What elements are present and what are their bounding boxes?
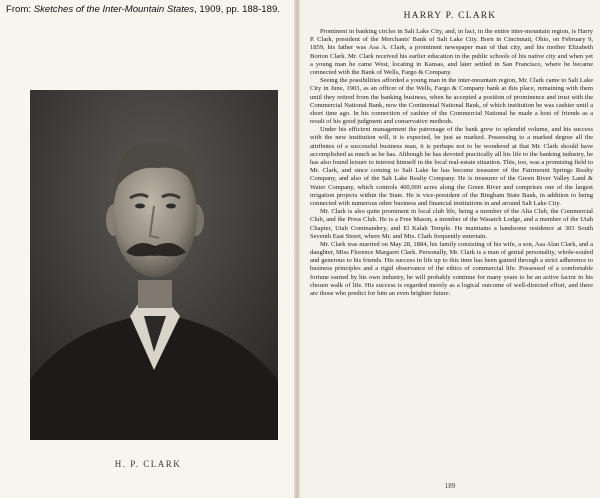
source-note — [6, 4, 291, 16]
biography-text — [310, 28, 593, 298]
source-prefix: From: — [6, 4, 34, 15]
paragraph: Mr. Clark is also quite prominent in local club life, being a member of the Alta Club, the Commercial Club, and the Press Club. He is a Free Mason, a member of the Wasatch Lodge, and a member of the Utah Chapter, Utah Commandery, and El Kalah Temple. He maintains a handsome residence at 303 South Seventh East Street, where Mr. and Mrs. Clark frequently entertain. — [310, 208, 593, 240]
paragraph: Mr. Clark was married on May 28, 1884, his family consisting of his wife, a son, Asa Alan Clark, and a daughter, Miss Florence Margaret Clark. Personally, Mr. Clark is a man of genial personality, whole-souled and generous to his friends. His success in life up to this time has been gained through a strict adherence to business principles and a rigid observance of the ethics of commercial life. Possessed of a comfortable fortune earned by his own industry, he will probably continue for many years to be an active factor in his chosen walk of life. His success is regarded merely as a logical outcome of well-directed effort, and there are those who predict for him an even brighter future. — [310, 240, 593, 297]
right-page — [300, 0, 600, 498]
paragraph: Prominent in banking circles in Salt Lake City, and, in fact, in the entire inter-mountain region, is Harry P. Clark, president of the Merchants' Bank of Salt Lake City. Born in Cincinnati, Ohio, on February 9, 1859, his father was Asa A. Clark, a prominent newspaper man of that city, and his mother Elizabeth Borton Clark. Mr. Clark received his earlier education in the public schools of his native city and when yet a young man he came West, locating in Kansas, and later settled in San Francisco, where he became connected with the Bank of Wells, Fargo & Company. — [310, 28, 593, 76]
portrait-photo — [30, 90, 278, 440]
source-title: Sketches of the Inter-Mountain States — [33, 4, 195, 15]
source-suffix: , 1909, pp. 188-189. — [194, 4, 280, 15]
paragraph: Under his efficient management the patronage of the bank grew to splendid volume, and his success with the new institution will, it is expected, be just as marked. Possessing to a marked degree all the attributes of a successful business man, it is perhaps not to be wondered at that Mr. Clark should have accomplished as much as he has. Although he has devoted practically all his life to the banking industry, he has also found leisure to interest himself in the local real-estate situation. This, too, was a promising field to Mr. Clark, and since coming to Salt Lake he has become treasurer of the Fairmount Springs Realty Company, and also of the Salt Lake Realty Company. He is treasurer of the Green River Valley Land & Water Company, which controls 400,000 acres along the Green River and comprises one of the largest irrigation projects within the State. He is vice-president of the Bingham State Bank, in addition to being connected with numerous other business and financial institutions in and around Salt Lake City. — [310, 126, 593, 207]
portrait-illustration — [30, 90, 278, 440]
page-number: 189 — [444, 482, 456, 490]
left-page — [0, 0, 296, 498]
paragraph: Seeing the possibilities afforded a young man in the inter-mountain region, Mr. Clark came to Salt Lake City in June, 1903, as an officer of the Wells, Fargo & Company bank at this place, remaining with them until they retired from the banking business, when he accepted a position of prominence and trust with the Commercial National Bank, now the Continental National Bank, of which institution he was cashier until a short time ago. In his connection of cashier of the Commercial National he made a host of friends as a result of his good judgment and conservative methods. — [310, 77, 593, 126]
page-heading: HARRY P. CLARK — [403, 11, 497, 21]
portrait-caption: H. P. CLARK — [114, 459, 182, 469]
